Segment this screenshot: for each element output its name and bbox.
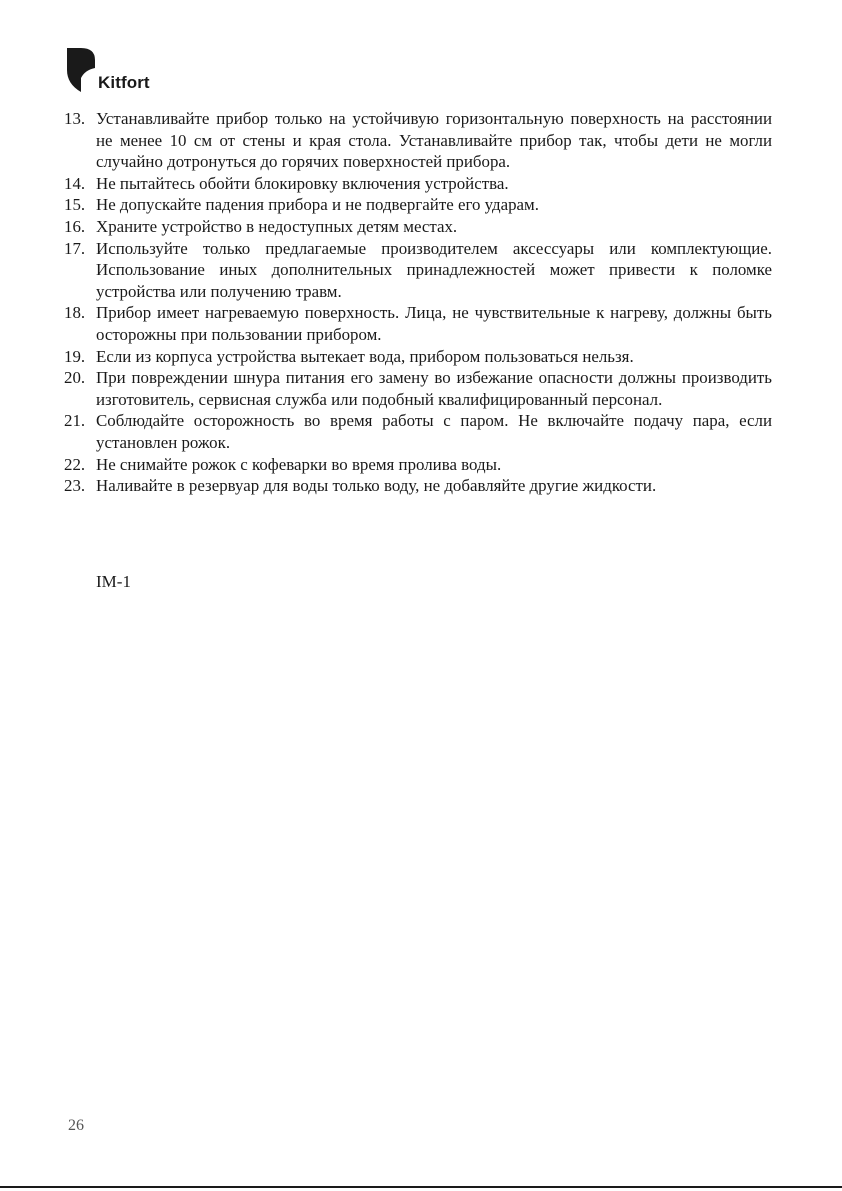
list-item	[64, 454, 772, 476]
item-text: Устанавливайте прибор только на устойчивую горизонтальную поверхность на расстоянии не менее 10 см от стены и края стола. Устанавливайте прибор так, чтобы дети не могли случайно дотронуться до горячих поверхностей прибора.	[96, 109, 772, 172]
item-text: Наливайте в резервуар для воды только воду, не добавляйте другие жидкости.	[96, 476, 657, 496]
item-number: 23.	[64, 476, 86, 496]
list-item	[64, 238, 772, 303]
item-text: Храните устройство в недоступных детям местах.	[96, 216, 458, 236]
item-text: Не пытайтесь обойти блокировку включения устройства.	[96, 173, 509, 193]
kitfort-logo-icon	[67, 48, 95, 92]
list-item	[64, 367, 772, 410]
item-number: 17.	[64, 238, 86, 258]
bottom-divider	[0, 1186, 842, 1188]
item-number: 18.	[64, 303, 86, 323]
list-item	[64, 108, 772, 173]
item-number: 15.	[64, 195, 86, 215]
item-number: 22.	[64, 454, 86, 474]
item-text: Используйте только предлагаемые производителем аксессуары или комплектующие. Использование иных дополнительных принадлежностей может привести к поломке устройства или получению травм.	[96, 238, 772, 301]
safety-instructions-list	[64, 108, 772, 497]
item-text: Не снимайте рожок с кофеварки во время пролива воды.	[96, 454, 502, 474]
list-item	[64, 194, 772, 216]
list-item	[64, 216, 772, 238]
item-text: Если из корпуса устройства вытекает вода, прибором пользоваться нельзя.	[96, 346, 634, 366]
list-item	[64, 410, 772, 453]
document-code: IM-1	[96, 572, 131, 591]
item-number: 21.	[64, 411, 86, 431]
list-item	[64, 173, 772, 195]
item-number: 16.	[64, 216, 86, 236]
item-number: 19.	[64, 346, 86, 366]
item-number: 14.	[64, 173, 86, 193]
page-number: 26	[68, 1117, 84, 1134]
item-text: Соблюдайте осторожность во время работы с паром. Не включайте подачу пара, если установлен рожок.	[96, 411, 772, 452]
item-number: 20.	[64, 368, 86, 388]
item-text: При повреждении шнура питания его замену во избежание опасности должны производить изготовитель, сервисная служба или подобный квалифицированный персонал.	[96, 368, 772, 409]
item-text: Прибор имеет нагреваемую поверхность. Лица, не чувствительные к нагреву, должны быть осторожны при пользовании прибором.	[96, 303, 772, 344]
item-text: Не допускайте падения прибора и не подвергайте его ударам.	[96, 195, 539, 215]
list-item	[64, 346, 772, 368]
item-number: 13.	[64, 109, 86, 128]
list-item	[64, 302, 772, 345]
brand-name: Kitfort	[98, 73, 150, 92]
list-item	[64, 475, 772, 497]
